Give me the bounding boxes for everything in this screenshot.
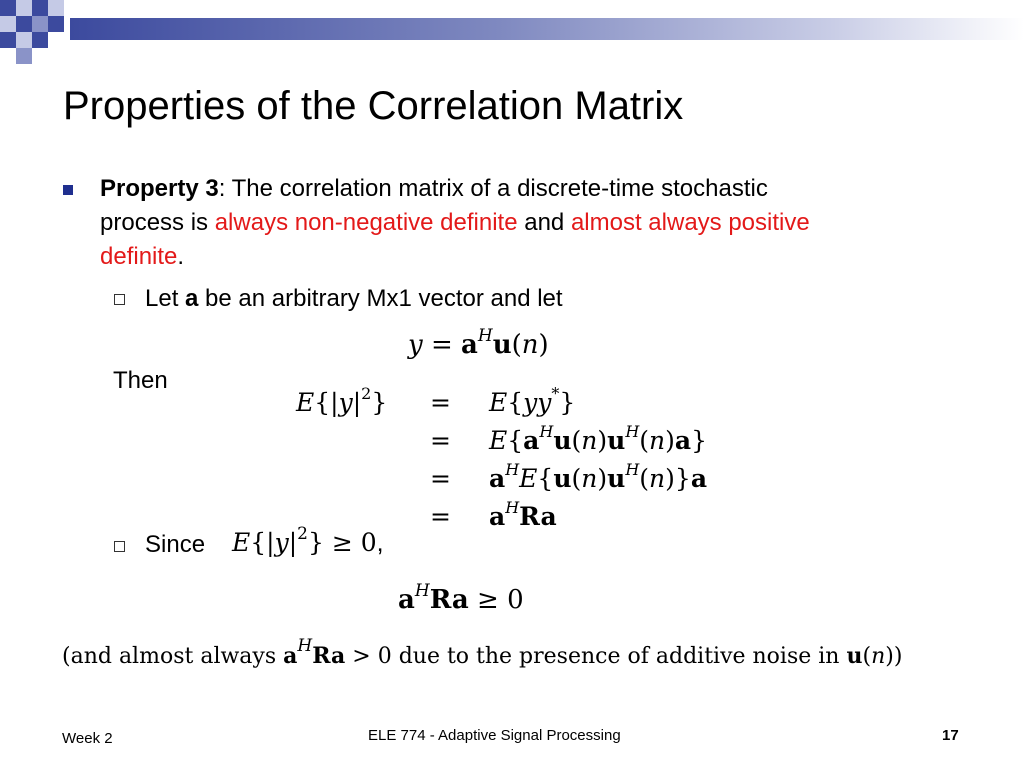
- since-comma: ,: [376, 529, 384, 557]
- sub-bullet-let: [145, 284, 563, 314]
- header-gradient-bar: [70, 18, 1024, 40]
- property-highlight-2a: almost always positive: [570, 209, 810, 236]
- let-rest-text: be an arbitrary Mx1 vector and let: [198, 285, 563, 312]
- property-separator: :: [218, 175, 226, 202]
- footer-course: ELE 774 - Adaptive Signal Processing: [368, 727, 621, 744]
- bullet-square-icon: [63, 185, 73, 195]
- slide-title: Properties of the Correlation Matrix: [63, 84, 684, 128]
- property-highlight-1: always non-negative definite: [214, 209, 518, 236]
- equation-y-definition: $y = a^Hu(n)$: [408, 326, 549, 360]
- property-line-2: [100, 206, 810, 240]
- footer-week: Week 2: [62, 730, 113, 747]
- page-number: 17: [942, 727, 959, 744]
- equation-result: $a^HRa \ge 0$: [398, 581, 524, 615]
- hollow-square-bullet-icon: [114, 294, 125, 305]
- property-text-2: process is: [100, 209, 215, 236]
- property-text-1: The correlation matrix of a discrete-time stochastic: [225, 175, 768, 202]
- let-text: Let: [145, 285, 186, 312]
- property-label: Property 3: [100, 175, 219, 202]
- property-and: and: [517, 209, 571, 236]
- vector-a-label: a: [185, 285, 199, 312]
- equation-note: (and almost always $a^HRa > 0$ due to the presence of additive noise in u(n)): [62, 636, 903, 669]
- property-period: .: [177, 243, 185, 270]
- hollow-square-bullet-icon: [114, 541, 125, 552]
- property-highlight-2b: definite: [100, 243, 178, 270]
- since-label: Since: [145, 531, 206, 558]
- equation-since-condition: $E\{|y|^2\} \ge 0$,: [232, 524, 384, 557]
- property-line-3: [100, 240, 184, 274]
- then-label: Then: [113, 367, 168, 394]
- property-line-1: [100, 172, 768, 206]
